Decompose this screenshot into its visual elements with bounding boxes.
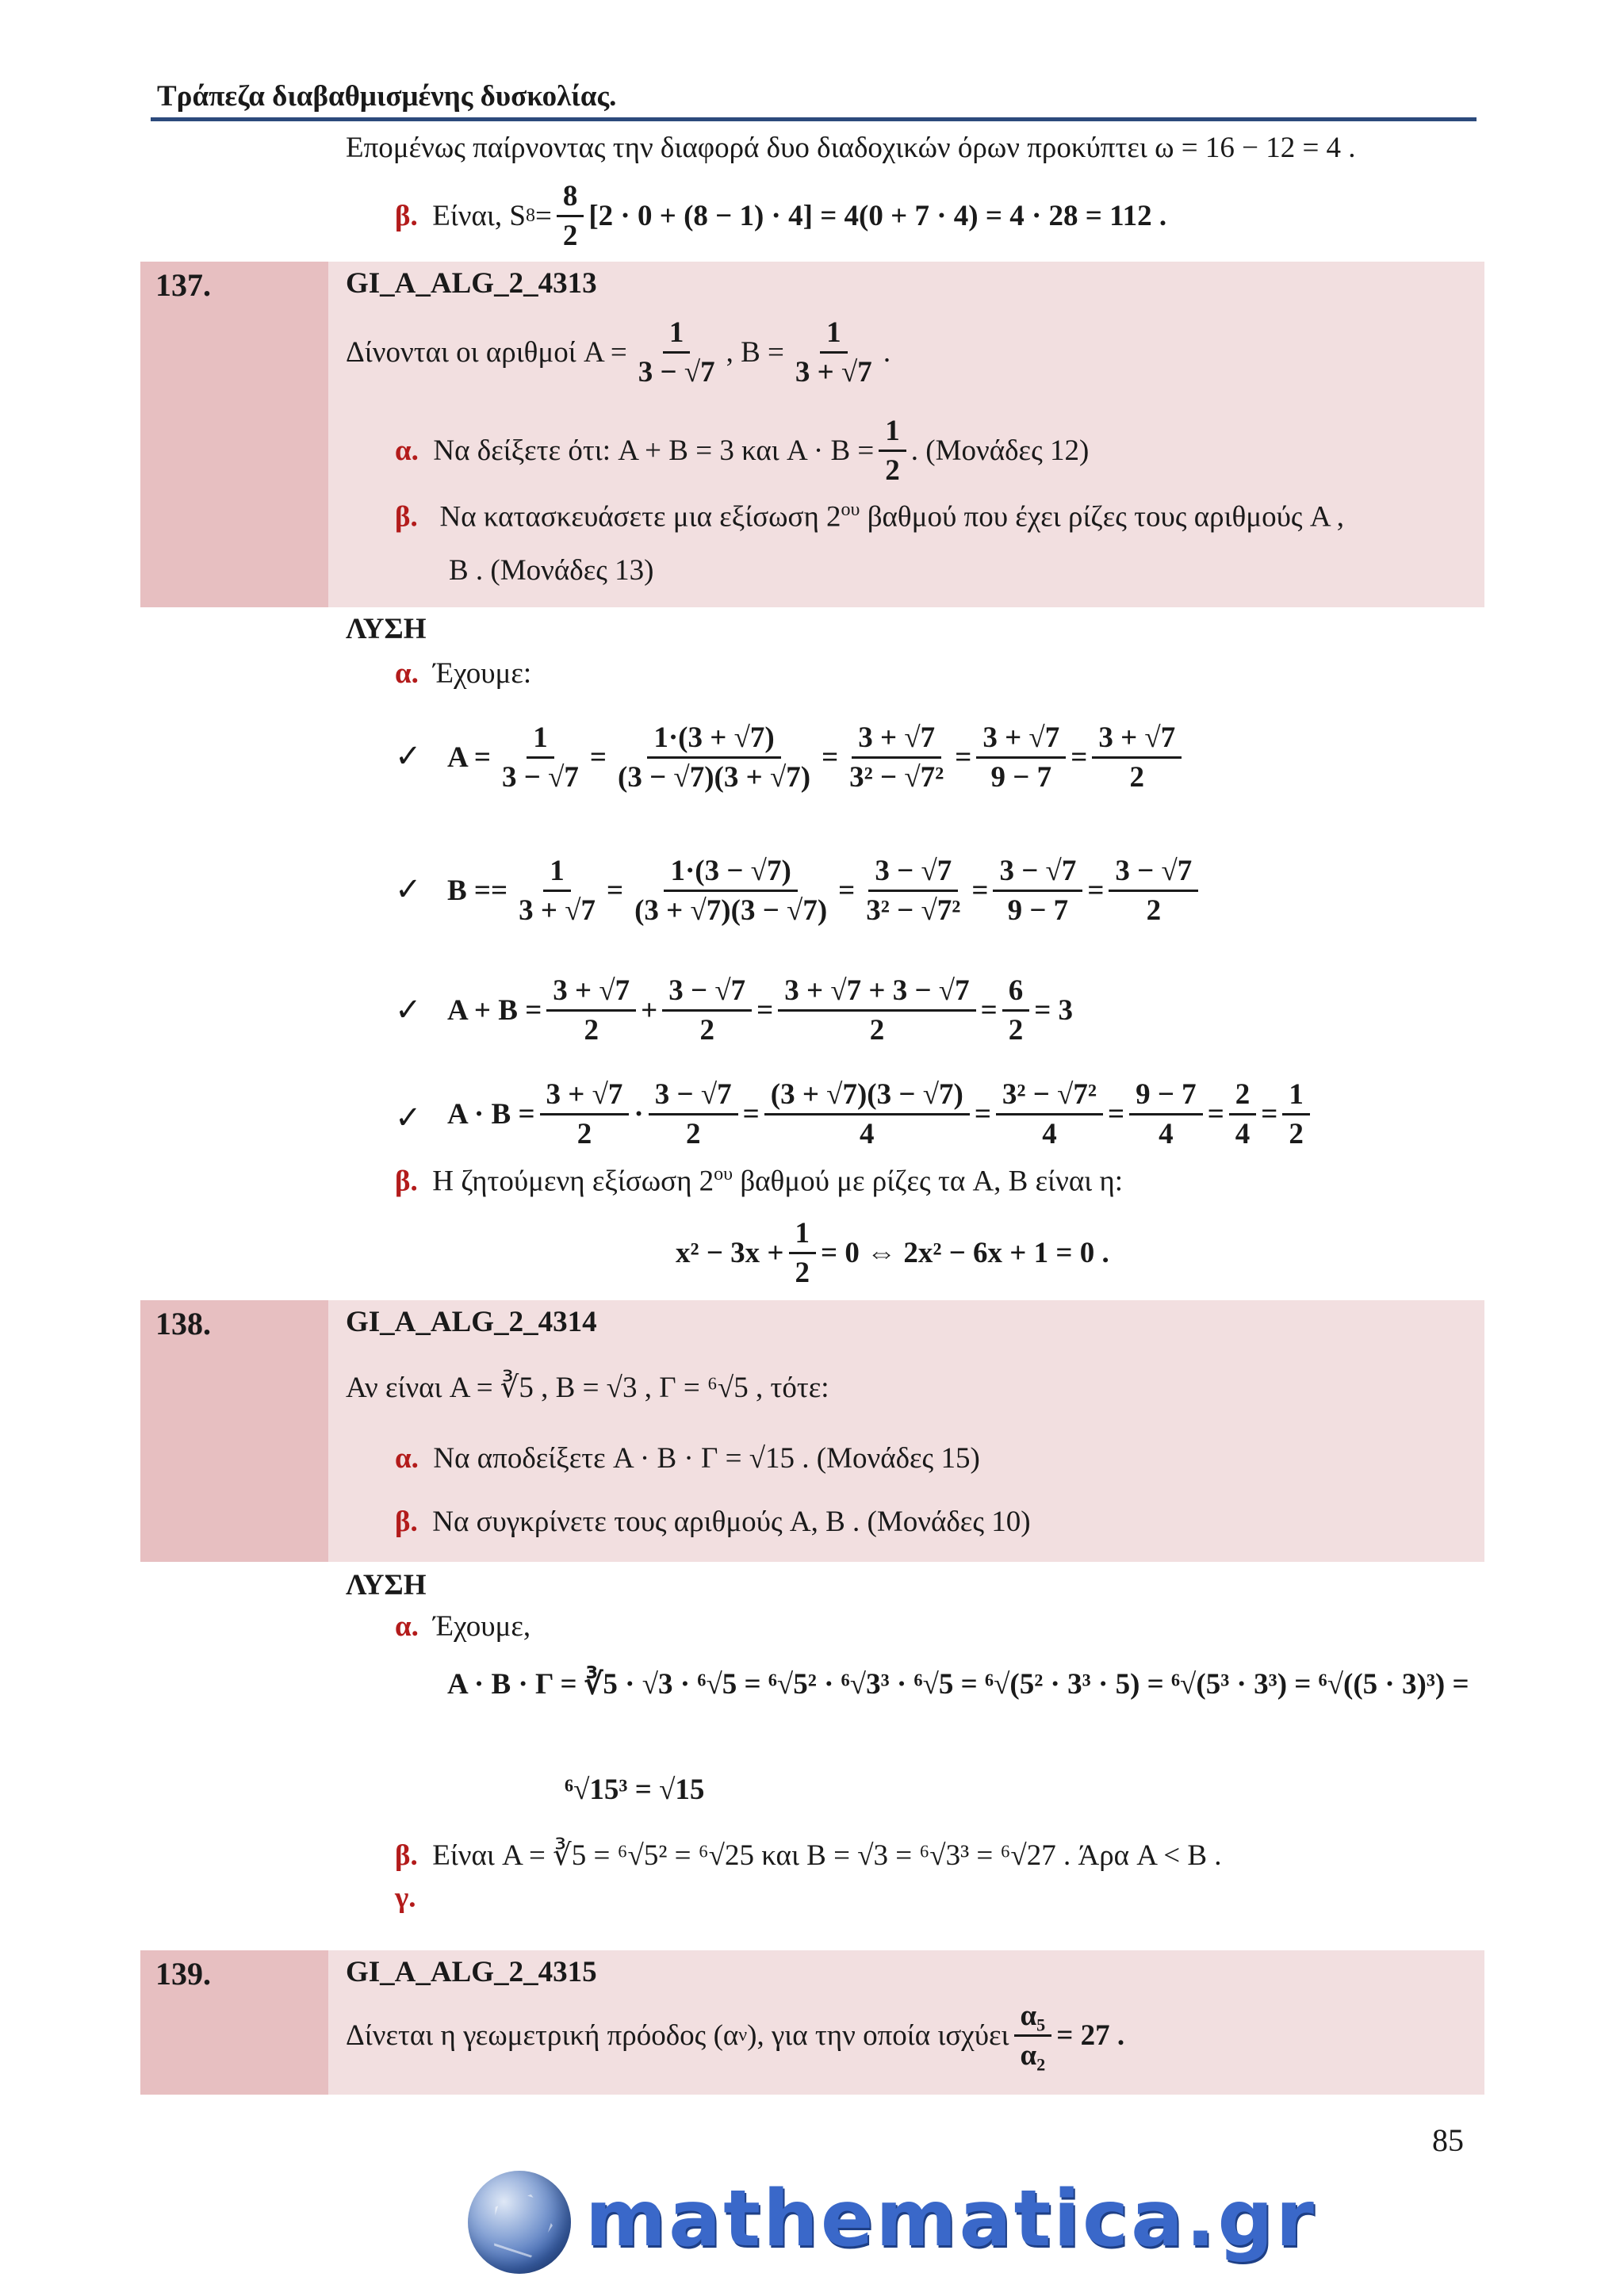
problem-138-part-a — [395, 1441, 980, 1475]
p138-sol-eq2: ⁶√15³ = √15 — [565, 1774, 705, 1806]
problem-139-code: GI_A_ALG_2_4315 — [346, 1956, 597, 1988]
problem-139-number: 139. — [155, 1956, 211, 1992]
p137-given-end: . — [883, 336, 891, 369]
p137-b-label: β. — [395, 500, 418, 534]
p138-a-text: Να αποδείξετε A · B · Γ = √15 . (Μονάδες 15) — [433, 1442, 980, 1475]
top-b-eq: = — [534, 200, 552, 232]
checkmark-icon: ✓ — [395, 871, 422, 907]
p137-a-frac-num: 1 — [879, 414, 906, 452]
top-line-1: Επομένως παίρνοντας την διαφορά δυο διαδοχικών όρων προκύπτει ω = 16 − 12 = 4 . — [346, 132, 1356, 164]
p139-frac — [1014, 1999, 1052, 2072]
p137-A-num: 1 — [663, 316, 691, 354]
top-b-frac-num: 8 — [557, 179, 584, 217]
problem-138-given: Αν είναι A = ∛5 , B = √3 , Γ = ⁶√5 , τότε: — [346, 1372, 829, 1404]
problem-137-code: GI_A_ALG_2_4313 — [346, 267, 597, 300]
p137-b-text-pre: Να κατασκευάσετε μια εξίσωση 2 — [439, 500, 841, 534]
p139-frac-den: α₂ — [1020, 2038, 1046, 2072]
top-b-label: β. — [395, 200, 418, 232]
p137-eq3: A + B = $\frac{3 + √7}{2}$ + $\frac{3 - √7}{2}$ = $\frac{3 + √7 + 3 - √7}{2}$ = $\frac{6}{2}$ = 3 — [447, 974, 1074, 1047]
p137-sol-b-pre: Η ζητούμενη εξίσωση 2 — [432, 1165, 714, 1198]
problem-139-given — [346, 1999, 1124, 2071]
p138-sol-c-label: γ. — [395, 1881, 416, 1914]
problem-137-number: 137. — [155, 267, 211, 303]
p138-a-label: α. — [395, 1442, 419, 1475]
p139-given-sub: ν — [738, 2024, 748, 2045]
problem-137-part-a — [395, 414, 1089, 488]
p137-sol-b-label: β. — [395, 1165, 418, 1198]
p137-sol-b-line — [395, 1164, 1123, 1198]
p137-solution-heading: ΛΥΣΗ — [346, 613, 427, 645]
p137-sol-a-label: α. — [395, 657, 419, 690]
p137-eq2: B == $\frac{1}{3 + √7}$ = $\frac{1\cdot(3 - √7)}{(3 + √7)(3 - √7)}$ = $\frac{3 - √7}{\text{3² − √7²}}$ = $\frac{3 - √7}{9 - 7}$ = $\frac{3 - √7}{2}$ — [447, 831, 1203, 950]
top-b-frac — [557, 179, 584, 253]
p137-eq4: A · B = $\frac{3 + √7}{2}$ · $\frac{3 - √7}{2}$ = $\frac{(3 + √7)(3 - √7)}{4}$ = $\frac{\text{3² − √7²}}{4}$ = $\frac{9 - 7}{4}$ = $\frac{2}{4}$ = $\frac{1}{2}$ — [447, 1062, 1315, 1165]
top-b-line — [395, 179, 1166, 253]
p139-given-end: = 27 . — [1056, 2019, 1125, 2052]
logo-ball-icon — [468, 2171, 571, 2274]
p137-sol-a-text: Έχουμε: — [433, 657, 532, 690]
p138-sol-b-line — [395, 1838, 1222, 1873]
top-b-text: Είναι, S — [432, 200, 526, 232]
problem-138-number: 138. — [155, 1306, 211, 1341]
p137-a-label: α. — [395, 434, 419, 467]
logo-text: mathematica.gr — [585, 2174, 1316, 2264]
p139-given-pre: Δίνεται η γεωμετρική πρόοδος (α — [346, 2019, 739, 2052]
problem-137-number-cell — [140, 262, 328, 607]
p137-sol-a-line — [395, 656, 531, 691]
p137-a-text-pre: Να δείξετε ότι: A + B = 3 και A · B = — [433, 434, 875, 467]
p137-given-pre: Δίνονται οι αριθμοί A = — [346, 336, 627, 369]
p137-given-mid: , B = — [726, 336, 784, 369]
p137-eq1: A = $\frac{1}{3 - √7}$ = $\frac{1\cdot(3 + √7)}{(3 - √7)(3 + √7)}$ = $\frac{3 + √7}{\text{3² − √7²}}$ = $\frac{3 + √7}{9 - 7}$ = $\frac{3 + √7}{2}$ — [447, 698, 1186, 817]
p139-frac-num: α₅ — [1014, 1999, 1052, 2037]
document-header-title: Τράπεζα διαβαθμισμένης δυσκολίας. — [157, 80, 617, 113]
top-b-frac-den: 2 — [562, 220, 578, 252]
p137-sol-b-eq: x² − 3x + $\frac{1}{2}$ = 0 ⇔ 2x² − 6x + 1 = 0 . — [676, 1216, 1109, 1289]
problem-137-part-b — [395, 499, 1344, 534]
top-b-sub: 8 — [525, 205, 535, 226]
checkmark-icon: ✓ — [395, 992, 422, 1027]
p138-solution-heading: ΛΥΣΗ — [346, 1569, 427, 1601]
p137-B-den: 3 + √7 — [795, 356, 872, 388]
p138-sol-eq1: A · B · Γ = ∛5 · √3 · ⁶√5 = ⁶√5² · ⁶√3³ · ⁶√5 = ⁶√(5² · 3³ · 5) = ⁶√(5³ · 3³) = ⁶√((5 · 3)³) = — [447, 1668, 1469, 1701]
p138-sol-a-text: Έχουμε, — [433, 1610, 531, 1643]
p137-sol-b-sup: ου — [714, 1164, 733, 1184]
p137-b-text-post: βαθμού που έχει ρίζες τους αριθμούς A , — [860, 500, 1345, 534]
p138-sol-a-label: α. — [395, 1610, 419, 1643]
problem-138-code: GI_A_ALG_2_4314 — [346, 1306, 597, 1338]
page-number: 85 — [1432, 2122, 1464, 2158]
p138-b-text: Να συγκρίνετε τους αριθμούς A, B . (Μονάδες 10) — [432, 1506, 1031, 1538]
p138-sol-a-line — [395, 1609, 530, 1644]
p137-A-den: 3 − √7 — [638, 356, 715, 388]
problem-137-part-b-line2: B . (Μονάδες 13) — [449, 554, 654, 587]
p137-a-frac — [879, 414, 906, 488]
p137-given-A-frac — [632, 316, 722, 389]
p138-sol-b-text: Είναι A = ∛5 = ⁶√5² = ⁶√25 και B = √3 = ⁶√3³ = ⁶√27 . Άρα A < B . — [432, 1839, 1222, 1872]
p137-B-num: 1 — [820, 316, 848, 354]
checkmark-icon: ✓ — [395, 738, 422, 774]
p137-b-sup: ου — [841, 499, 860, 520]
problem-137-given — [346, 316, 891, 389]
problem-138-part-b — [395, 1505, 1031, 1539]
p137-sol-b-post: βαθμού με ρίζες τα A, B είναι η: — [733, 1165, 1124, 1198]
top-b-rest: [2 · 0 + (8 − 1) · 4] = 4(0 + 7 · 4) = 4 · 28 = 112 . — [588, 200, 1167, 232]
p137-a-frac-den: 2 — [885, 454, 900, 487]
p138-b-label: β. — [395, 1506, 418, 1538]
header-rule — [151, 117, 1477, 121]
checkmark-icon: ✓ — [395, 1100, 422, 1135]
p139-given-mid: ), για την οποία ισχύει — [747, 2019, 1009, 2052]
p137-given-B-frac — [789, 316, 879, 389]
p138-sol-b-label: β. — [395, 1839, 418, 1872]
p137-a-text-post: . (Μονάδες 12) — [910, 434, 1090, 467]
